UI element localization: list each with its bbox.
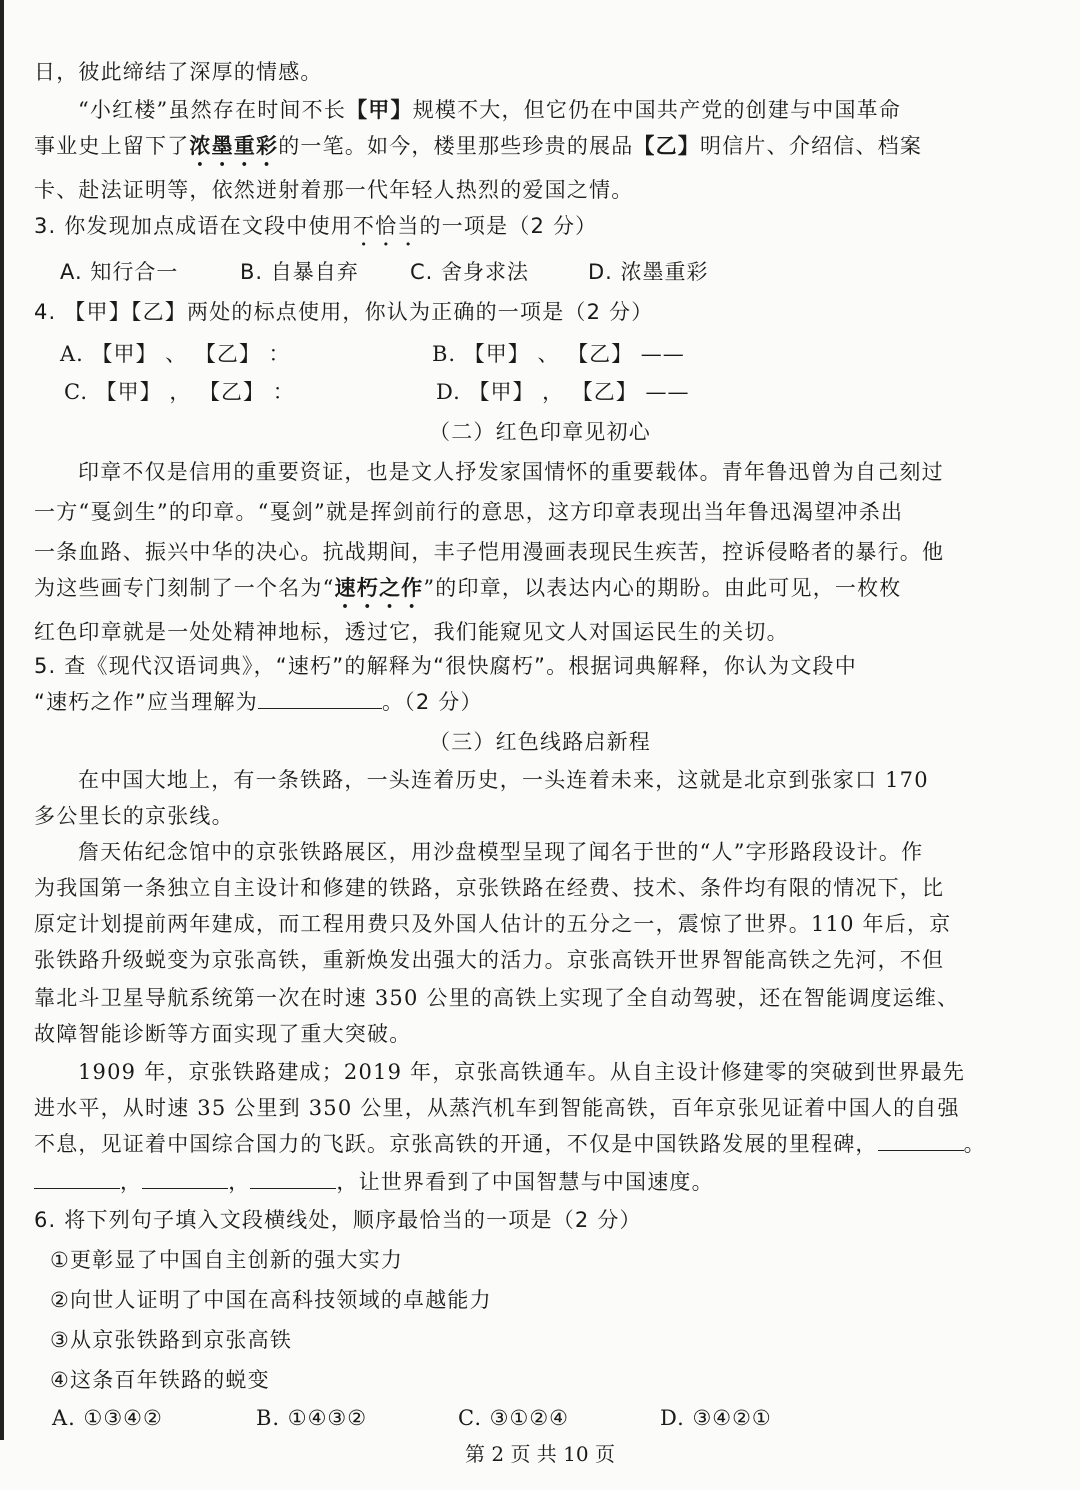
- page-number: 第 2 页 共 10 页: [465, 1442, 615, 1466]
- text-line: 进水平，从时速 35 公里到 350 公里，从蒸汽机车到智能高铁，百年京张见证着中国人的自强: [34, 1096, 960, 1120]
- text-segment: “速朽之作”应当理解为: [34, 690, 258, 714]
- text-line: [34, 1168, 1046, 1196]
- text-segment: ，让世界看到了中国智慧与中国速度。: [336, 1170, 714, 1194]
- text-segment: ，: [228, 1170, 251, 1194]
- text-line: 印章不仅是信用的重要资证，也是文人抒发家国情怀的重要载体。青年鲁迅曾为自己刻过: [78, 460, 944, 484]
- question-6-stem: 6. 将下列句子填入文段横线处，顺序最恰当的一项是（2 分）: [34, 1208, 642, 1232]
- text-segment: 明信片、介绍信、档案: [700, 134, 923, 158]
- text-segment: 规模不大，但它仍在中国共产党的创建与中国革命: [412, 98, 902, 122]
- q3-option-b: B. 自暴自弃: [240, 260, 359, 284]
- text-segment: “小红楼”虽然存在时间不长: [78, 98, 347, 122]
- q6-option-d: D. ③④②①: [660, 1406, 772, 1430]
- question-5-line-2: [34, 688, 1046, 716]
- q6-item-2: ②向世人证明了中国在高科技领域的卓越能力: [50, 1288, 492, 1312]
- text-line: 一条血路、振兴中华的决心。抗战期间，丰子恺用漫画表现民生疾苦，控诉侵略者的暴行。他: [34, 540, 945, 564]
- q6-option-c: C. ③①②④: [458, 1406, 569, 1430]
- answer-blank[interactable]: [250, 1168, 336, 1189]
- text-line: 多公里长的京张线。: [34, 804, 234, 828]
- text-line: 一方“戛剑生”的印章。“戛剑”就是挥剑前行的意思，这方印章表现出当年鲁迅渴望冲杀出: [34, 500, 904, 524]
- answer-blank[interactable]: [258, 688, 382, 709]
- text-segment: 的一笔。如今，楼里那些珍贵的展品: [278, 134, 634, 158]
- text-line: 1909 年，京张铁路建成；2019 年，京张高铁通车。从自主设计修建零的突破到世界最先: [78, 1060, 966, 1084]
- text-line: 张铁路升级蜕变为京张高铁，重新焕发出强大的活力。京张高铁开世界智能高铁之先河，不但: [34, 948, 945, 972]
- q3-option-a: A. 知行合一: [60, 260, 179, 284]
- text-segment: 3. 你发现加点成语在文段中使用: [34, 214, 353, 238]
- section-heading-3: （三）红色线路启新程: [429, 730, 651, 754]
- question-4-stem: 4. 【甲】【乙】两处的标点使用，你认为正确的一项是（2 分）: [34, 300, 654, 324]
- text-line: 在中国大地上，有一条铁路，一头连着历史，一头连着未来，这就是北京到张家口 170: [78, 768, 929, 792]
- text-line: 红色印章就是一处处精神地标，透过它，我们能窥见文人对国运民生的关切。: [34, 620, 789, 644]
- q4-option-d: D. 【甲】 ， 【乙】 ——: [436, 380, 690, 404]
- answer-blank[interactable]: [878, 1130, 964, 1151]
- q3-option-d: D. 浓墨重彩: [588, 260, 709, 284]
- text-line: [34, 132, 1046, 171]
- emphasized-text: 不恰当: [352, 214, 420, 238]
- q6-item-1: ①更彰显了中国自主创新的强大实力: [50, 1248, 404, 1272]
- text-line: 靠北斗卫星导航系统第一次在时速 350 公里的高铁上实现了全自动驾驶，还在智能调度运维、: [34, 986, 960, 1010]
- page-left-border: [0, 0, 4, 1440]
- q3-option-c: C. 舍身求法: [410, 260, 530, 284]
- question-3-stem: [34, 212, 1046, 251]
- q4-option-a: A. 【甲】 、 【乙】 ：: [60, 342, 291, 366]
- text-line: [34, 574, 1046, 613]
- answer-blank[interactable]: [142, 1168, 228, 1189]
- text-segment: 。（2 分）: [381, 690, 483, 714]
- text-segment: 不息，见证着中国综合国力的飞跃。京张高铁的开通，不仅是中国铁路发展的里程碑，: [34, 1132, 878, 1156]
- question-5-line-1: 5. 查《现代汉语词典》，“速朽”的解释为“很快腐朽”。根据词典解释，你认为文段中: [34, 654, 857, 678]
- q6-option-b: B. ①④③②: [256, 1406, 368, 1430]
- q4-option-b: B. 【甲】 、 【乙】 ——: [432, 342, 685, 366]
- idiom-emphasized: 浓墨重彩: [189, 133, 279, 158]
- text-line: 为我国第一条独立自主设计和修建的铁路，京张铁路在经费、技术、条件均有限的情况下，比: [34, 876, 945, 900]
- q6-item-3: ③从京张铁路到京张高铁: [50, 1328, 293, 1352]
- q6-item-4: ④这条百年铁路的蜕变: [50, 1368, 270, 1392]
- text-line: [34, 1130, 1046, 1158]
- text-line: 日，彼此缔结了深厚的情感。: [34, 60, 323, 84]
- blank-marker-yi: 【乙】: [633, 133, 701, 158]
- text-segment: 为这些画专门刻制了一个名为“: [34, 576, 335, 600]
- text-segment: 事业史上留下了: [34, 134, 190, 158]
- text-line: 詹天佑纪念馆中的京张铁路展区，用沙盘模型呈现了闻名于世的“人”字形路段设计。作: [78, 840, 924, 864]
- answer-blank[interactable]: [34, 1168, 120, 1189]
- section-heading-2: （二）红色印章见初心: [429, 420, 651, 444]
- emphasized-phrase: 速朽之作: [334, 575, 424, 600]
- q6-option-a: A. ①③④②: [52, 1406, 163, 1430]
- text-line: [78, 96, 1046, 124]
- blank-marker-jia: 【甲】: [346, 97, 413, 122]
- text-line: 卡、赴法证明等，依然迸射着那一代年轻人热烈的爱国之情。: [34, 178, 634, 202]
- text-segment: 的一项是（2 分）: [419, 214, 598, 238]
- q4-option-c: C. 【甲】 ， 【乙】 ：: [64, 380, 295, 404]
- text-line: 原定计划提前两年建成，而工程用费只及外国人估计的五分之一，震惊了世界。110 年后，京: [34, 912, 952, 936]
- text-segment: ，: [120, 1170, 143, 1194]
- text-segment: 。: [963, 1132, 986, 1156]
- text-segment: ”的印章，以表达内心的期盼。由此可见，一枚枚: [423, 576, 902, 600]
- text-line: 故障智能诊断等方面实现了重大突破。: [34, 1022, 412, 1046]
